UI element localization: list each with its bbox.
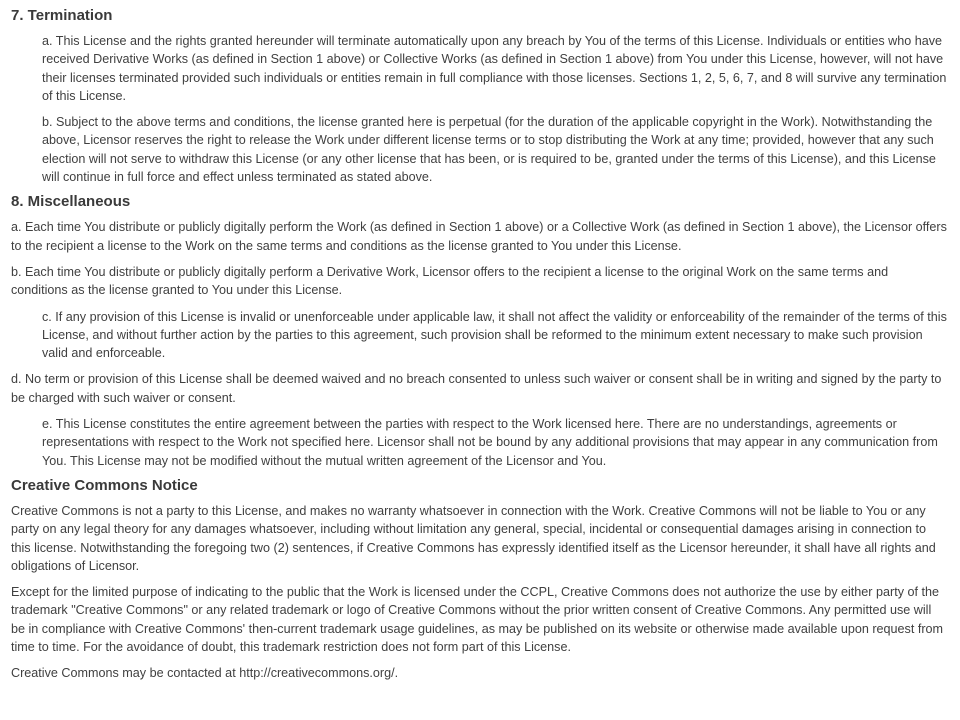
miscellaneous-clause-d: d. No term or provision of this License shall be deemed waived and no breach consented to unless such waiver or consent shall be in writing and signed by the party to be charged with such waiver or consent. bbox=[11, 372, 942, 405]
miscellaneous-clause-e: e. This License constitutes the entire agreement between the parties with respect to the Work licensed here. There are no understandings, agreements or representations with respect to the Work not specified here. Licensor shall not be bound by any additional provisions that may appear in any communication from You. This License may not be modified without the mutual written agreement of the Licensor and You. bbox=[42, 417, 938, 468]
section-heading-notice: Creative Commons Notice bbox=[11, 476, 198, 494]
termination-clause-a: a. This License and the rights granted hereunder will terminate automatically upon any breach by You of the terms of this License. Individuals or entities who have received Derivative Works (as defined in Section 1 above) or Collective Works (as defined in Section 1 above) from You under this License, however, will not have their licenses terminated provided such individuals or entities remain in full compliance with those licenses. Sections 1, 2, 5, 6, 7, and 8 will survive any termination of this License. bbox=[42, 34, 947, 103]
section-heading-termination: 7. Termination bbox=[11, 7, 113, 24]
miscellaneous-clause-a: a. Each time You distribute or publicly digitally perform the Work (as defined in Section 1 above) or a Collective Work (as defined in Section 1 above), the Licensor offers to the recipient a license to the Work on the same terms and conditions as the license granted to You under this License. bbox=[11, 220, 947, 253]
miscellaneous-clause-c: c. If any provision of this License is invalid or unenforceable under applicable law, it shall not affect the validity or enforceability of the remainder of the terms of this License, and without further action by the parties to this agreement, such provision shall be reformed to the minimum extent necessary to make such provision valid and enforceable. bbox=[42, 309, 947, 361]
miscellaneous-clause-b: b. Each time You distribute or publicly digitally perform a Derivative Work, Licensor offers to the recipient a license to the original Work on the same terms and conditions as the license granted to You under this License. bbox=[11, 264, 889, 298]
notice-paragraph-1: Creative Commons is not a party to this License, and makes no warranty whatsoever in connection with the Work. Creative Commons will not be liable to You or any party on any legal theory for any damages whatsoever, including without limitation any general, special, incidental or consequential damages arising in connection to this license. Notwithstanding the foregoing two (2) sentences, if Creative Commons has expressly identified itself as the Licensor hereunder, it shall have all rights and obligations of Licensor. bbox=[11, 503, 936, 573]
notice-contact: Creative Commons may be contacted at http://creativecommons.org/. bbox=[11, 666, 399, 681]
notice-paragraph-2: Except for the limited purpose of indicating to the public that the Work is licensed under the CCPL, Creative Commons does not authorize the use by either party of the trademark "Creative Commons" or any related trademark or logo of Creative Commons without the prior written consent of Creative Commons. Any permitted use will be in compliance with Creative Commons' then-current trademark usage guidelines, as may be published on its website or otherwise made available upon request from time to time. For the avoidance of doubt, this trademark restriction does not form part of this License. bbox=[11, 585, 944, 655]
section-heading-miscellaneous: 8. Miscellaneous bbox=[11, 193, 131, 211]
termination-clause-b: b. Subject to the above terms and conditions, the license granted here is perpetual (for the duration of the applicable copyright in the Work). Notwithstanding the above, Licensor reserves the right to release the Work under different license terms or to stop distributing the Work at any time; provided, however that any such election will not serve to withdraw this License (or any other license that has been, or is required to be, granted under the terms of this License), and this License will continue in full force and effect unless terminated as stated above. bbox=[42, 115, 936, 185]
